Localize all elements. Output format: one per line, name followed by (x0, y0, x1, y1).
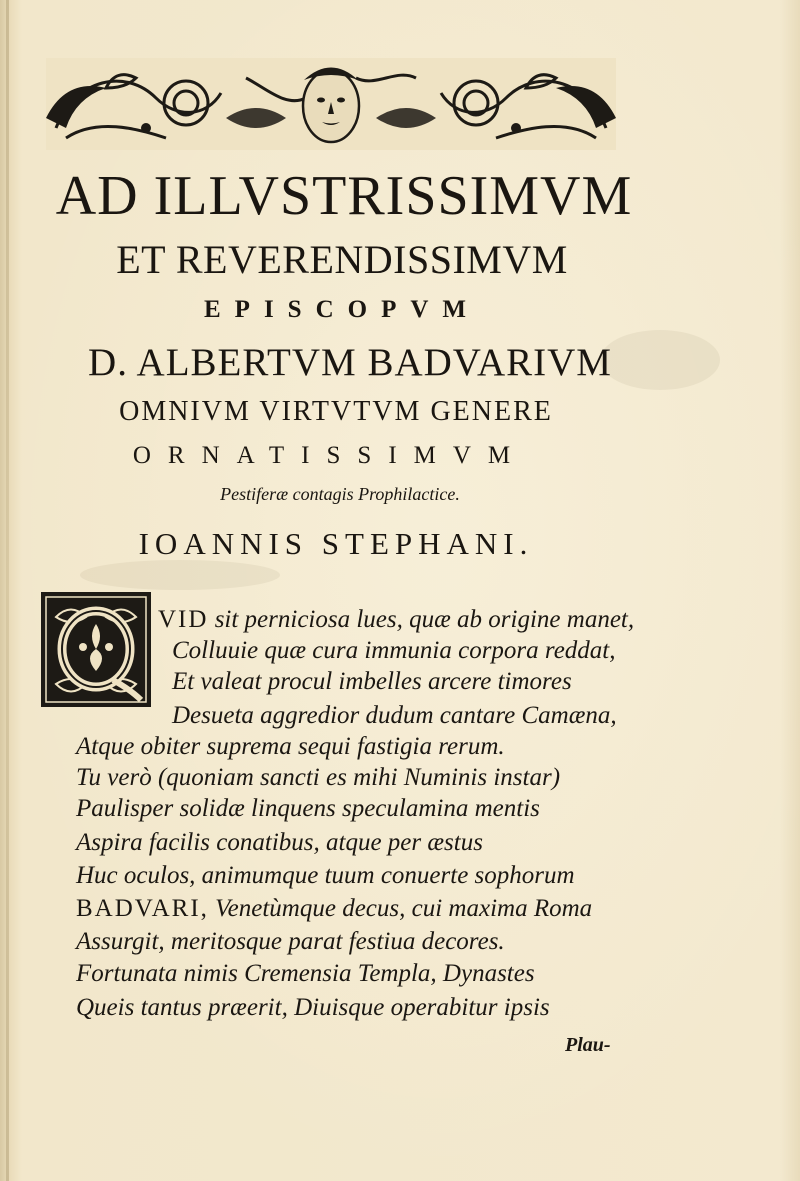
title-line-1: AD ILLVSTRISSIMVM (55, 165, 633, 227)
headpiece-ornament-icon (46, 58, 616, 150)
verse-line-6: Tu verò (quoniam sancti es mihi Numinis instar) (76, 764, 561, 791)
title-line-3: EPISCOPVM (204, 296, 480, 323)
gutter-edge (6, 0, 9, 1181)
catchword: Plau- (565, 1034, 611, 1056)
paper-stain (80, 560, 280, 590)
verse-line-1 (158, 606, 634, 634)
verse-line-1-smallcaps: VID (158, 606, 209, 633)
verse-line-4: Desueta aggredior dudum cantare Camæna, (172, 702, 617, 729)
subtitle: Pestiferæ contagis Prophilactice. (220, 484, 460, 504)
author-line: IOANNIS STEPHANI. (138, 526, 534, 561)
verse-line-13: Queis tantus præerit, Diuisque operabitur ipsis (76, 994, 550, 1021)
title-line-5: OMNIVM VIRTVTVM GENERE (119, 396, 553, 427)
title-line-2: ET REVERENDISSIMVM (116, 237, 568, 282)
verse-line-7: Paulisper solidæ linquens speculamina mentis (76, 795, 540, 822)
verse-line-12: Fortunata nimis Cremensia Templa, Dynastes (76, 960, 535, 987)
title-line-6: ORNATISSIMVM (132, 442, 528, 469)
verse-line-11: Assurgit, meritosque parat festiua decores. (76, 928, 505, 955)
verse-line-10 (76, 895, 592, 923)
title-line-4: D. ALBERTVM BADVARIVM (88, 341, 612, 384)
verse-line-8: Aspira facilis conatibus, atque per æstus (76, 829, 483, 856)
verse-line-3: Et valeat procul imbelles arcere timores (172, 668, 572, 695)
verse-line-10-smallcaps: BADVARI, (76, 895, 209, 922)
verse-line-5: Atque obiter suprema sequi fastigia rerum. (76, 733, 505, 760)
verse-line-9: Huc oculos, animumque tuum conuerte sophorum (76, 862, 575, 889)
decorated-initial-icon (41, 592, 151, 707)
verse-line-10-text: Venetùmque decus, cui maxima Roma (215, 895, 593, 922)
verse-line-2: Colluuie quæ cura immunia corpora reddat, (172, 637, 616, 664)
verse-line-1-text: sit perniciosa lues, quæ ab origine manet, (214, 606, 635, 633)
